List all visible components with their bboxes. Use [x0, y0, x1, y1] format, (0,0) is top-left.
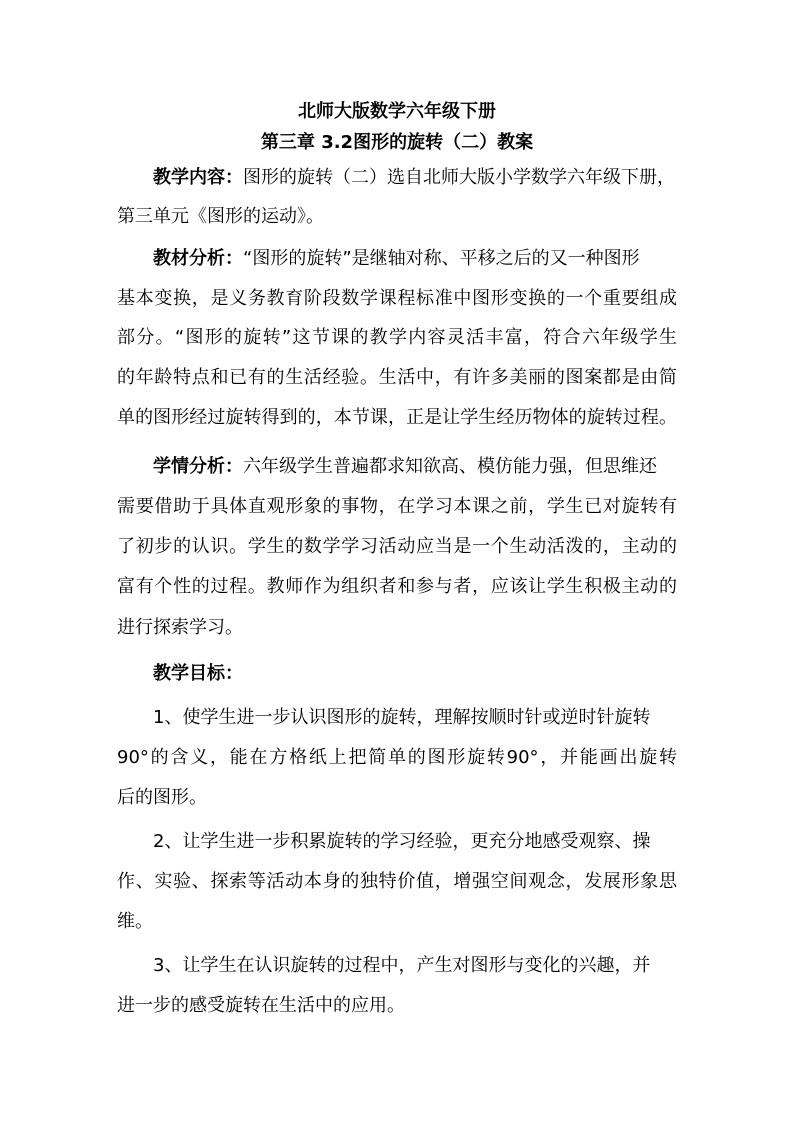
analysis-text: “图形的旋转”是继轴对称、平移之后的又一种图形 — [243, 248, 640, 269]
student-label: 学情分析： — [153, 456, 243, 477]
student-text: 进行探索学习。 — [117, 617, 243, 638]
analysis-paragraph-line — [153, 247, 640, 271]
analysis-label: 教材分析： — [153, 248, 243, 269]
analysis-text: 部分。“图形的旋转”这节课的教学内容灵活丰富，符合六年级学生 — [117, 327, 677, 348]
student-text: 富有个性的过程。教师作为组织者和参与者，应该让学生积极主动的 — [117, 576, 677, 597]
analysis-text: 基本变换，是义务教育阶段数学课程标准中图形变换的一个重要组成 — [117, 288, 677, 309]
student-text: 六年级学生普遍都求知欲高、模仿能力强，但思维还 — [243, 456, 657, 477]
document-subtitle: 第三章 3.2图形的旋转（二）教案 — [260, 132, 534, 153]
goal-text: 1、使学生进一步认识图形的旋转，理解按顺时针或逆时针旋转 — [153, 707, 651, 728]
content-text: 第三单元《图形的运动》。 — [117, 206, 324, 227]
student-text: 需要借助于具体直观形象的事物，在学习本课之前，学生已对旋转有 — [117, 496, 677, 517]
student-paragraph-line — [153, 455, 657, 479]
content-label: 教学内容： — [153, 167, 243, 188]
goal-text: 维。 — [117, 911, 153, 932]
goal-text: 90°的含义，能在方格纸上把简单的图形旋转90°，并能画出旋转 — [117, 747, 677, 768]
goal-text: 作、实验、探索等活动本身的独特价值，增强空间观念，发展形象思 — [117, 871, 677, 892]
analysis-text: 的年龄特点和已有的生活经验。生活中，有许多美丽的图案都是由简 — [117, 367, 677, 388]
content-text: 图形的旋转（二）选自北师大版小学数学六年级下册， — [243, 167, 675, 188]
student-text: 了初步的认识。学生的数学学习活动应当是一个生动活泼的，主动的 — [117, 536, 677, 557]
goals-label: 教学目标： — [153, 663, 243, 684]
content-paragraph-line — [153, 166, 675, 190]
goal-text: 2、让学生进一步积累旋转的学习经验，更充分地感受观察、操 — [153, 831, 651, 852]
goal-text: 3、让学生在认识旋转的过程中，产生对图形与变化的兴趣，并 — [153, 955, 651, 976]
document-title: 北师大版数学六年级下册 — [298, 101, 496, 122]
goal-text: 后的图形。 — [117, 787, 207, 808]
analysis-text: 单的图形经过旋转得到的，本节课，正是让学生经历物体的旋转过程。 — [117, 407, 677, 428]
goal-text: 进一步的感受旋转在生活中的应用。 — [117, 995, 405, 1016]
